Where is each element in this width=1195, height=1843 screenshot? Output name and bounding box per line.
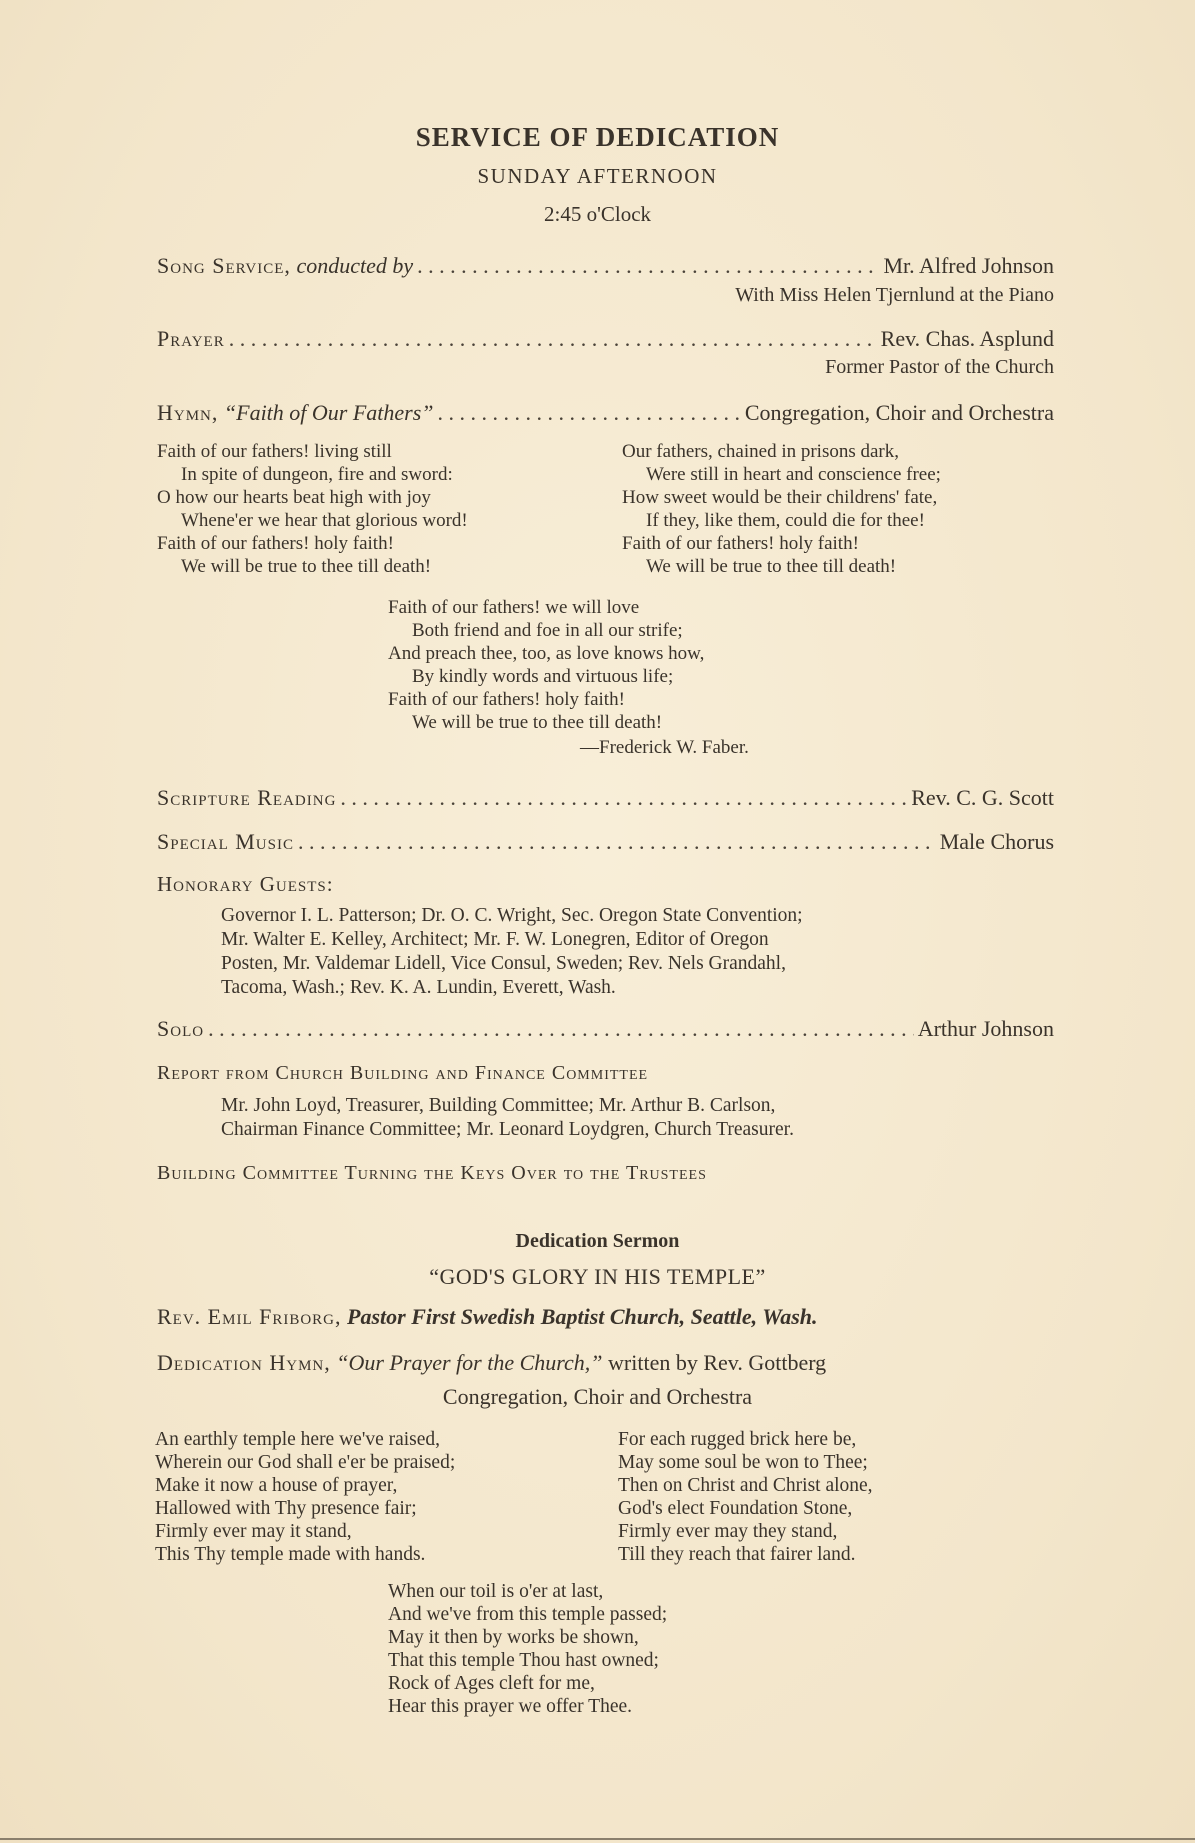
- report-line: Chairman Finance Committee; Mr. Leonard Loydgren, Church Treasurer.: [221, 1119, 794, 1140]
- solo-label: Solo: [157, 1016, 205, 1041]
- keys-label: Building Committee Turning the Keys Over to the Trustees: [157, 1162, 707, 1184]
- verse-line: This Thy temple made with hands.: [155, 1544, 426, 1565]
- dedication-hymn-label: Dedication Hymn,: [157, 1350, 331, 1375]
- special-music-performer: Male Chorus: [939, 829, 1054, 854]
- solo-performer: Arthur Johnson: [917, 1016, 1054, 1041]
- verse-line: May some soul be won to Thee;: [618, 1452, 868, 1473]
- verse-line: And we've from this temple passed;: [388, 1604, 668, 1625]
- verse-line: Our fathers, chained in prisons dark,: [622, 441, 900, 462]
- song-service-leader: Mr. Alfred Johnson: [883, 253, 1054, 278]
- prayer-leader: Rev. Chas. Asplund: [880, 326, 1054, 351]
- verse-line: Faith of our fathers! holy faith!: [622, 533, 859, 554]
- prayer-label: Prayer: [157, 326, 225, 351]
- verse-line: In spite of dungeon, fire and sword:: [181, 464, 453, 485]
- verse-line: By kindly words and virtuous life;: [412, 666, 674, 687]
- report-label: Report from Church Building and Finance Committee: [157, 1062, 649, 1084]
- dedication-hymn-performers: Congregation, Choir and Orchestra: [442, 1384, 753, 1409]
- guest-line: Posten, Mr. Valdemar Lidell, Vice Consul, Sweden; Rev. Nels Grandahl,: [221, 953, 786, 974]
- verse-line: For each rugged brick here be,: [618, 1429, 857, 1450]
- leader-dots: [298, 829, 936, 855]
- verse-line: An earthly temple here we've raised,: [155, 1429, 441, 1450]
- leader-dots: [208, 1016, 914, 1042]
- dedication-verse-3: [388, 1580, 667, 1718]
- honorary-guests-label: Honorary Guests:: [157, 872, 334, 896]
- verse-line: O how our hearts beat high with joy: [157, 487, 431, 508]
- page-title: SERVICE OF DEDICATION: [415, 122, 780, 152]
- dedication-hymn-row: [157, 1350, 1054, 1376]
- verse-line: If they, like them, could die for thee!: [646, 510, 925, 531]
- verse-line: Firmly ever may they stand,: [618, 1521, 838, 1542]
- verse-line: Faith of our fathers! holy faith!: [157, 533, 394, 554]
- song-service-label-italic: conducted by: [296, 253, 414, 278]
- verse-line: Rock of Ages cleft for me,: [388, 1673, 595, 1694]
- service-time: 2:45 o'Clock: [543, 202, 652, 226]
- guest-line: Governor I. L. Patterson; Dr. O. C. Wright, Sec. Oregon State Convention;: [221, 905, 803, 926]
- leader-dots: [229, 326, 877, 352]
- verse-line: When our toil is o'er at last,: [388, 1581, 604, 1602]
- verse-line: We will be true to thee till death!: [181, 556, 432, 577]
- hymn-label: Hymn,: [157, 400, 219, 425]
- verse-line: Hear this prayer we offer Thee.: [388, 1696, 632, 1717]
- dedication-verse-2: [618, 1428, 873, 1566]
- song-service-note: With Miss Helen Tjernlund at the Piano: [735, 284, 1054, 306]
- speaker-name: Rev. Emil Friborg,: [157, 1304, 342, 1329]
- sermon-heading: Dedication Sermon: [515, 1230, 680, 1252]
- verse-line: We will be true to thee till death!: [646, 556, 897, 577]
- dedication-verse-1: [155, 1428, 455, 1566]
- hymn-performers: Congregation, Choir and Orchestra: [744, 400, 1054, 425]
- verse-line: Then on Christ and Christ alone,: [618, 1475, 873, 1496]
- scripture-row: [157, 785, 1054, 811]
- verse-line: Whene'er we hear that glorious word!: [181, 510, 468, 531]
- scripture-reader: Rev. C. G. Scott: [911, 785, 1054, 810]
- page-subtitle: SUNDAY AFTERNOON: [477, 164, 718, 188]
- verse-line: That this temple Thou hast owned;: [388, 1650, 659, 1671]
- verse-line: Faith of our fathers! living still: [157, 441, 392, 462]
- leader-dots: [417, 253, 879, 279]
- dedication-hymn-title: “Our Prayer for the Church,”: [336, 1350, 603, 1375]
- hymn-verse-3: [388, 596, 704, 734]
- bottom-edge-divider: [0, 1838, 1195, 1840]
- dedication-hymn-author: written by Rev. Gottberg: [608, 1350, 827, 1375]
- verse-line: Till they reach that fairer land.: [618, 1544, 856, 1565]
- hymn-title: “Faith of Our Fathers”: [223, 400, 434, 425]
- leader-dots: [438, 400, 741, 426]
- scripture-label: Scripture Reading: [157, 785, 337, 810]
- verse-line: Faith of our fathers! holy faith!: [388, 689, 625, 710]
- verse-line: Faith of our fathers! we will love: [388, 597, 640, 618]
- verse-line: Hallowed with Thy presence fair;: [155, 1498, 417, 1519]
- verse-line: We will be true to thee till death!: [412, 712, 663, 733]
- song-service-row: [157, 253, 1054, 279]
- hymn-row: [157, 400, 1054, 426]
- sermon-title: “GOD'S GLORY IN HIS TEMPLE”: [429, 1264, 766, 1289]
- leader-dots: [340, 785, 907, 811]
- report-names: [221, 1094, 1054, 1142]
- verse-line: May it then by works be shown,: [388, 1627, 639, 1648]
- hymn-author: —Frederick W. Faber.: [580, 737, 749, 758]
- hymn-verse-1: [157, 440, 468, 578]
- report-line: Mr. John Loyd, Treasurer, Building Committee; Mr. Arthur B. Carlson,: [221, 1095, 776, 1116]
- hymn-verse-2: [622, 440, 941, 578]
- verse-line: God's elect Foundation Stone,: [618, 1498, 853, 1519]
- guest-line: Tacoma, Wash.; Rev. K. A. Lundin, Everett, Wash.: [221, 977, 616, 998]
- honorary-guests-list: [221, 904, 1054, 1000]
- verse-line: And preach thee, too, as love knows how,: [388, 643, 705, 664]
- prayer-row: [157, 326, 1054, 352]
- verse-line: Were still in heart and conscience free;: [646, 464, 941, 485]
- special-music-row: [157, 829, 1054, 855]
- verse-line: Wherein our God shall e'er be praised;: [155, 1452, 456, 1473]
- solo-row: [157, 1016, 1054, 1042]
- verse-line: How sweet would be their childrens' fate,: [622, 487, 938, 508]
- special-music-label: Special Music: [157, 829, 294, 854]
- sermon-speaker: [157, 1304, 1054, 1330]
- guest-line: Mr. Walter E. Kelley, Architect; Mr. F. W. Lonegren, Editor of Oregon: [221, 929, 769, 950]
- verse-line: Make it now a house of prayer,: [155, 1475, 398, 1496]
- verse-line: Firmly ever may it stand,: [155, 1521, 352, 1542]
- prayer-note: Former Pastor of the Church: [825, 356, 1054, 378]
- song-service-label: Song Service,: [157, 253, 291, 278]
- verse-line: Both friend and foe in all our strife;: [412, 620, 683, 641]
- speaker-title: Pastor First Swedish Baptist Church, Seattle, Wash.: [347, 1304, 818, 1329]
